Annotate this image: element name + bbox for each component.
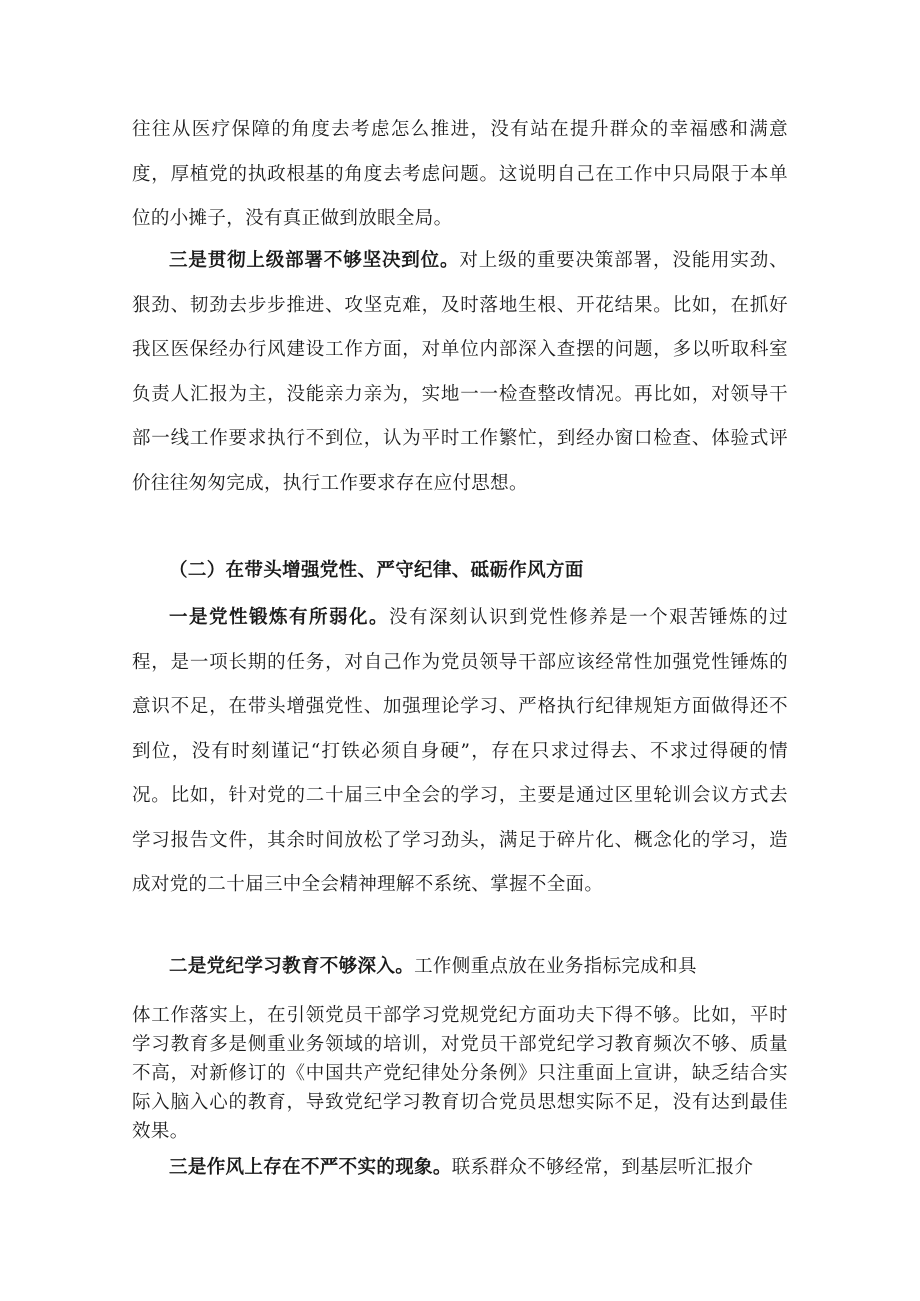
paragraph-text: 对上级的重要决策部署，没能用实劲、狠劲、韧劲去步步推进、攻坚克难，及时落地生根、开花结果。比如，在抓好我区医保经办行风建设工作方面，对单位内部深入查摆的问题，多以听取科室负责人汇报为主，没能亲力亲为，实地一一检查整改情况。再比如，对领导干部一线工作要求执行不到位，认为平时工作繁忙，到经办窗口检查、体验式评价往往匆匆完成，执行工作要求存在应付思想。 — [132, 250, 788, 494]
paragraph-text: 往往从医疗保障的角度去考虑怎么推进，没有站在提升群众的幸福感和满意度，厚植党的执政根基的角度去考虑问题。这说明自己在工作中只局限于本单位的小摊子，没有真正做到放眼全局。 — [132, 119, 788, 229]
paragraph-point-2-discipline-education — [132, 945, 788, 990]
paragraph-discipline-education-continued — [132, 1001, 788, 1146]
paragraph-lead: 三是贯彻上级部署不够坚决到位。 — [169, 250, 460, 271]
paragraph-text: 体工作落实上，在引领党员干部学习党规党纪方面功夫下得不够。比如，平时学习教育多是侧重业务领域的培训，对党员干部党纪学习教育频次不够、质量不高，对新修订的《中国共产党纪律处分条例》只注重面上宣讲，缺乏结合实际入脑入心的教育，导致党纪学习教育切合党员思想实际不足，没有达到最佳效果。 — [132, 1005, 788, 1142]
section-heading: （二）在带头增强党性、严守纪律、砥砺作风方面 — [169, 560, 584, 581]
paragraph-lead: 三是作风上存在不严不实的现象。 — [169, 1157, 452, 1178]
paragraph-text: 没有深刻认识到党性修养是一个艰苦锤炼的过程，是一项长期的任务，对自己作为党员领导干部应该经常性加强党性锤炼的意识不足，在带头增强党性、加强理论学习、严格执行纪律规矩方面做得还不到位，没有时刻谨记“打铁必须自身硬”，存在只求过得去、不求过得硬的情况。比如，针对党的二十届三中全会的学习，主要是通过区里轮训会议方式去学习报告文件，其余时间放松了学习劲头，满足于碎片化、概念化的学习，造成对党的二十届三中全会精神理解不系统、掌握不全面。 — [132, 607, 788, 895]
paragraph-continuation — [132, 108, 788, 242]
paragraph-lead: 一是党性锻炼有所弱化。 — [169, 607, 390, 628]
paragraph-lead: 二是党纪学习教育不够深入。 — [169, 956, 415, 977]
paragraph-point-3-work-style — [132, 1146, 788, 1191]
paragraph-point-1-party-spirit — [132, 596, 788, 908]
paragraph-text: 工作侧重点放在业务指标完成和具 — [414, 956, 697, 977]
paragraph-point-3-implementation — [132, 239, 788, 506]
paragraph-text: 联系群众不够经常，到基层听汇报介 — [451, 1157, 754, 1178]
